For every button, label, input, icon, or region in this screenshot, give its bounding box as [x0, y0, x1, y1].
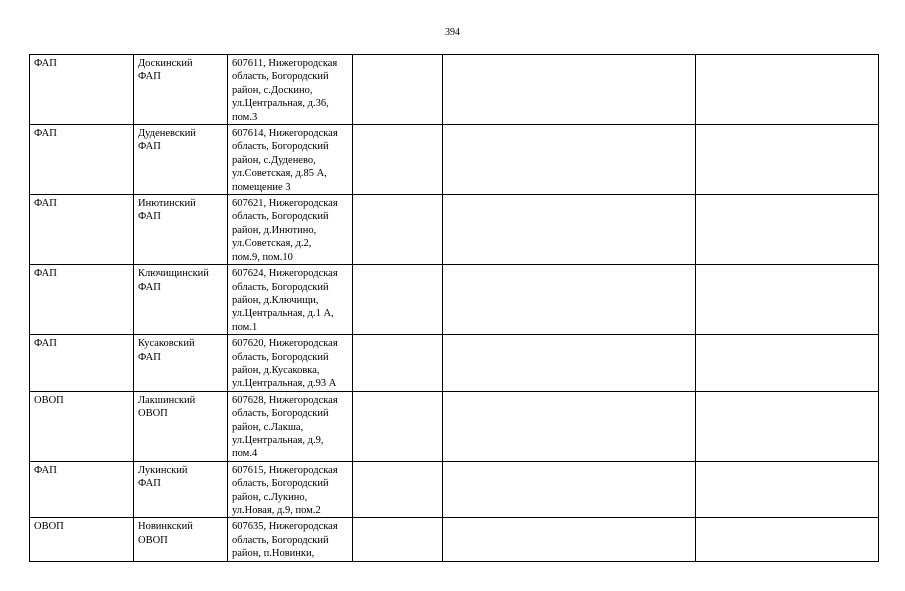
empty-cell — [353, 125, 443, 195]
facility-type-cell: ФАП — [30, 461, 134, 518]
facility-type-cell: ОВОП — [30, 518, 134, 561]
facility-address-cell: 607621, Нижегородская область, Богородский район, д.Инютино, ул.Советская, д.2, пом.9, пом.10 — [228, 195, 353, 265]
empty-cell — [443, 265, 696, 335]
empty-cell — [696, 195, 879, 265]
table-row — [30, 55, 879, 125]
empty-cell — [696, 461, 879, 518]
empty-cell — [353, 265, 443, 335]
facility-name-cell: Ключищинский ФАП — [134, 265, 228, 335]
table-row — [30, 125, 879, 195]
empty-cell — [696, 125, 879, 195]
facility-name-cell: Лакшинский ОВОП — [134, 391, 228, 461]
facility-address-cell: 607624, Нижегородская область, Богородский район, д.Ключищи, ул.Центральная, д.1 А, пом.1 — [228, 265, 353, 335]
facility-type-cell: ФАП — [30, 265, 134, 335]
empty-cell — [353, 518, 443, 561]
facility-address-cell: 607614, Нижегородская область, Богородский район, с.Дуденево, ул.Советская, д.85 А, помещение 3 — [228, 125, 353, 195]
table-row — [30, 518, 879, 561]
facilities-table — [29, 54, 879, 562]
facility-address-cell: 607611, Нижегородская область, Богородский район, с.Доскино, ул.Центральная, д.36, пом.3 — [228, 55, 353, 125]
facility-type-cell: ФАП — [30, 125, 134, 195]
empty-cell — [353, 391, 443, 461]
empty-cell — [443, 195, 696, 265]
table-row — [30, 265, 879, 335]
facility-address-cell: 607628, Нижегородская область, Богородский район, с.Лакша, ул.Центральная, д.9, пом.4 — [228, 391, 353, 461]
page-number: 394 — [445, 27, 460, 38]
empty-cell — [696, 391, 879, 461]
facility-type-cell: ФАП — [30, 195, 134, 265]
empty-cell — [443, 461, 696, 518]
empty-cell — [443, 518, 696, 561]
empty-cell — [443, 125, 696, 195]
empty-cell — [696, 265, 879, 335]
empty-cell — [353, 195, 443, 265]
facility-type-cell: ОВОП — [30, 391, 134, 461]
empty-cell — [696, 55, 879, 125]
facility-name-cell: Кусаковский ФАП — [134, 335, 228, 392]
facility-name-cell: Инютинский ФАП — [134, 195, 228, 265]
empty-cell — [353, 461, 443, 518]
facility-type-cell: ФАП — [30, 55, 134, 125]
facility-name-cell: Доскинский ФАП — [134, 55, 228, 125]
facility-name-cell: Новинкский ОВОП — [134, 518, 228, 561]
empty-cell — [353, 55, 443, 125]
table-row — [30, 195, 879, 265]
facility-name-cell: Лукинский ФАП — [134, 461, 228, 518]
facility-type-cell: ФАП — [30, 335, 134, 392]
table-row — [30, 461, 879, 518]
facility-name-cell: Дуденевский ФАП — [134, 125, 228, 195]
empty-cell — [696, 518, 879, 561]
empty-cell — [443, 335, 696, 392]
facility-address-cell: 607615, Нижегородская область, Богородский район, с.Лукино, ул.Новая, д.9, пом.2 — [228, 461, 353, 518]
facility-address-cell: 607620, Нижегородская область, Богородский район, д.Кусаковка, ул.Центральная, д.93 А — [228, 335, 353, 392]
empty-cell — [443, 391, 696, 461]
facility-address-cell: 607635, Нижегородская область, Богородский район, п.Новинки, — [228, 518, 353, 561]
empty-cell — [353, 335, 443, 392]
table-row — [30, 335, 879, 392]
empty-cell — [696, 335, 879, 392]
table-row — [30, 391, 879, 461]
empty-cell — [443, 55, 696, 125]
